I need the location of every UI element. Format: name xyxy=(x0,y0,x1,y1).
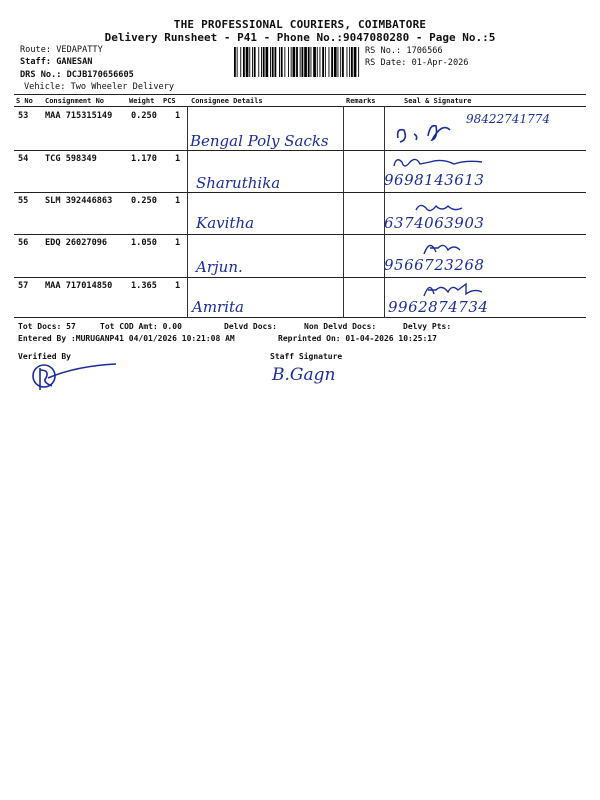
row-sno: 56 xyxy=(18,238,29,248)
row-weight: 1.170 xyxy=(131,154,157,164)
table-bottom-rule xyxy=(14,317,586,318)
row-consignee-phone: 9962874734 xyxy=(388,298,489,316)
row-consignment: MAA 715315149 xyxy=(45,111,113,121)
col-consignee: Consignee Details xyxy=(191,97,263,105)
col-weight: Weight xyxy=(129,97,155,105)
row-consignee-name: Bengal Poly Sacks xyxy=(190,132,329,150)
row-weight: 0.250 xyxy=(131,196,157,206)
col-seal-signature: Seal & Signature xyxy=(404,97,472,105)
table-top-rule xyxy=(14,94,586,95)
runsheet-title: Delivery Runsheet - P41 - Phone No.:9047080280 - Page No.:5 xyxy=(104,31,496,44)
route-label: Route: VEDAPATTY xyxy=(20,45,103,55)
barcode-image xyxy=(234,47,360,77)
row-sno: 55 xyxy=(18,196,29,206)
row-consignee-name: Amrita xyxy=(192,298,244,316)
row-consignee-name: Kavitha xyxy=(196,214,255,232)
table-header-rule xyxy=(14,106,586,107)
row-consignee-phone: 98422741774 xyxy=(466,112,550,126)
row-pcs: 1 xyxy=(175,111,181,121)
staff-signature: B.Gagn xyxy=(272,365,336,385)
row-rule xyxy=(14,277,586,278)
row-consignment: EDQ 26027096 xyxy=(45,238,108,248)
delivered-docs: Delvd Docs: xyxy=(224,322,277,331)
row-sno: 54 xyxy=(18,154,29,164)
handwritten-signature xyxy=(392,118,462,148)
row-consignee-phone: 6374063903 xyxy=(384,214,485,232)
col-consignment: Consignment No xyxy=(45,97,105,105)
row-consignment: SLM 392446863 xyxy=(45,196,113,206)
entered-by: Entered By :MURUGANP41 04/01/2026 10:21:08 AM xyxy=(18,334,235,343)
row-sno: 57 xyxy=(18,281,29,291)
divider-remarks xyxy=(343,107,344,317)
row-pcs: 1 xyxy=(175,238,181,248)
vehicle-label: Vehicle: Two Wheeler Delivery xyxy=(24,82,175,92)
rs-date: RS Date: 01-Apr-2026 xyxy=(365,58,469,68)
row-weight: 1.365 xyxy=(131,281,157,291)
col-remarks: Remarks xyxy=(346,97,376,105)
divider-signature xyxy=(384,107,385,317)
row-pcs: 1 xyxy=(175,154,181,164)
row-rule xyxy=(14,150,586,151)
handwritten-signature xyxy=(420,238,470,258)
rs-number: RS No.: 1706566 xyxy=(365,46,443,56)
row-pcs: 1 xyxy=(175,196,181,206)
row-weight: 1.050 xyxy=(131,238,157,248)
row-consignment: TCG 598349 xyxy=(45,154,97,164)
non-delivered-docs: Non Delvd Docs: xyxy=(304,322,377,331)
col-pcs: PCS xyxy=(163,97,176,105)
delivery-points: Delvy Pts: xyxy=(403,322,452,331)
row-consignee-name: Sharuthika xyxy=(196,174,281,192)
row-pcs: 1 xyxy=(175,281,181,291)
col-sno: S No xyxy=(16,97,33,105)
staff-signature-label: Staff Signature xyxy=(270,352,343,361)
total-docs: Tot Docs: 57 xyxy=(18,322,76,331)
verifier-signature xyxy=(26,360,126,396)
reprinted-on: Reprinted On: 01-04-2026 10:25:17 xyxy=(278,334,437,343)
row-weight: 0.250 xyxy=(131,111,157,121)
drs-number: DRS No.: DCJB170656605 xyxy=(20,70,134,80)
row-consignee-name: Arjun. xyxy=(196,258,243,276)
total-cod-amount: Tot COD Amt: 0.00 xyxy=(100,322,182,331)
row-rule xyxy=(14,192,586,193)
staff-label: Staff: GANESAN xyxy=(20,57,93,67)
row-consignment: MAA 717014850 xyxy=(45,281,113,291)
row-consignee-phone: 9698143613 xyxy=(384,171,485,189)
row-sno: 53 xyxy=(18,111,29,121)
company-title: THE PROFESSIONAL COURIERS, COIMBATORE xyxy=(173,18,427,31)
row-consignee-phone: 9566723268 xyxy=(384,256,485,274)
divider-consignee xyxy=(187,107,188,317)
handwritten-signature xyxy=(420,280,490,300)
verified-by-label: Verified By xyxy=(18,352,71,361)
row-rule xyxy=(14,234,586,235)
